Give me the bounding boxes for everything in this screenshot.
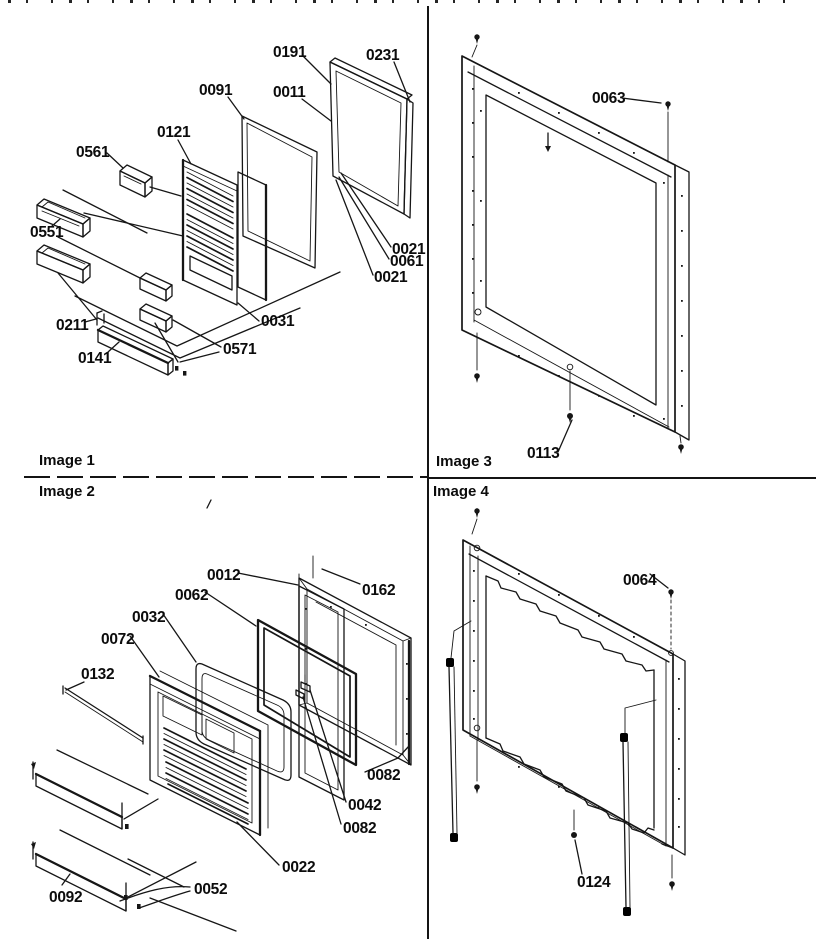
screw-bottom-right [669, 855, 675, 891]
door-frame [462, 56, 689, 440]
part-label-0061: 0061 [390, 253, 424, 270]
screw-bottom-right [678, 436, 684, 454]
part-label-0082a: 0082 [367, 767, 401, 784]
screw-bottom-left [474, 740, 480, 794]
fin-panel [183, 160, 237, 305]
part-label-0042: 0042 [348, 797, 382, 814]
part-label-0561: 0561 [76, 144, 110, 161]
door-shelf-lower [37, 245, 90, 283]
caption-image4: Image 4 [433, 483, 489, 500]
part-label-0021a: 0021 [392, 241, 426, 258]
part-label-0092: 0092 [49, 889, 83, 906]
part-label-0022: 0022 [282, 859, 316, 876]
nut-0124 [571, 810, 577, 838]
liner-top-trim [150, 676, 260, 731]
shelf-rail-lower [31, 842, 141, 911]
screw-bottom-left [474, 333, 480, 383]
caption-image2: Image 2 [39, 483, 95, 500]
gasket-clips [296, 675, 310, 699]
quadrant-image3 [428, 0, 816, 478]
caption-image3: Image 3 [436, 453, 492, 470]
part-label-0124: 0124 [577, 874, 611, 891]
screw-0113 [567, 371, 573, 423]
part-label-0052: 0052 [194, 881, 228, 898]
door-trim-0231 [404, 99, 413, 218]
screw-0064 [668, 589, 673, 649]
part-label-0162: 0162 [362, 582, 396, 599]
part-label-0571: 0571 [223, 341, 257, 358]
part-label-0031: 0031 [261, 313, 295, 330]
part-label-0032: 0032 [132, 609, 166, 626]
part-label-0064: 0064 [623, 572, 657, 589]
outer-door-panel [330, 58, 413, 218]
part-label-0141: 0141 [78, 350, 112, 367]
part-label-0132: 0132 [81, 666, 115, 683]
projection-guide-lines [57, 750, 236, 931]
quadrant-image2 [0, 478, 428, 945]
part-label-0091: 0091 [199, 82, 233, 99]
shelf-rail-upper [31, 762, 129, 829]
quadrant-image4 [428, 478, 816, 945]
screw-0063 [665, 101, 670, 162]
part-label-0082b: 0082 [343, 820, 377, 837]
part-label-0211: 0211 [56, 317, 89, 334]
screw-top [472, 508, 480, 534]
part-label-0021b: 0021 [374, 269, 408, 286]
caption-image1: Image 1 [39, 452, 95, 469]
fin-rows [164, 728, 248, 824]
part-label-0063: 0063 [592, 90, 626, 107]
dairy-box-upper [140, 273, 172, 301]
leader-lines [52, 56, 410, 362]
part-label-0191: 0191 [273, 44, 307, 61]
part-label-0011: 0011 [273, 84, 306, 101]
grille-cover [120, 165, 152, 197]
screw-holes [473, 570, 680, 828]
door-gasket [242, 116, 317, 268]
heater-rod-right [620, 700, 656, 916]
part-label-0551: 0551 [30, 224, 64, 241]
part-label-0113: 0113 [527, 445, 560, 462]
part-label-0072: 0072 [101, 631, 135, 648]
dairy-box-lower [140, 304, 172, 332]
part-label-0012: 0012 [207, 567, 241, 584]
part-label-0062: 0062 [175, 587, 209, 604]
screw-top-left [472, 34, 480, 57]
inner-liner-panel [150, 671, 268, 835]
orientation-arrow-icon [545, 133, 551, 152]
part-label-0231: 0231 [366, 47, 400, 64]
quadrant-image1 [0, 0, 428, 478]
inner-door-panel [299, 574, 344, 800]
part-label-0121: 0121 [157, 124, 191, 141]
trim-rod [63, 686, 143, 744]
screw-holes [472, 88, 683, 420]
